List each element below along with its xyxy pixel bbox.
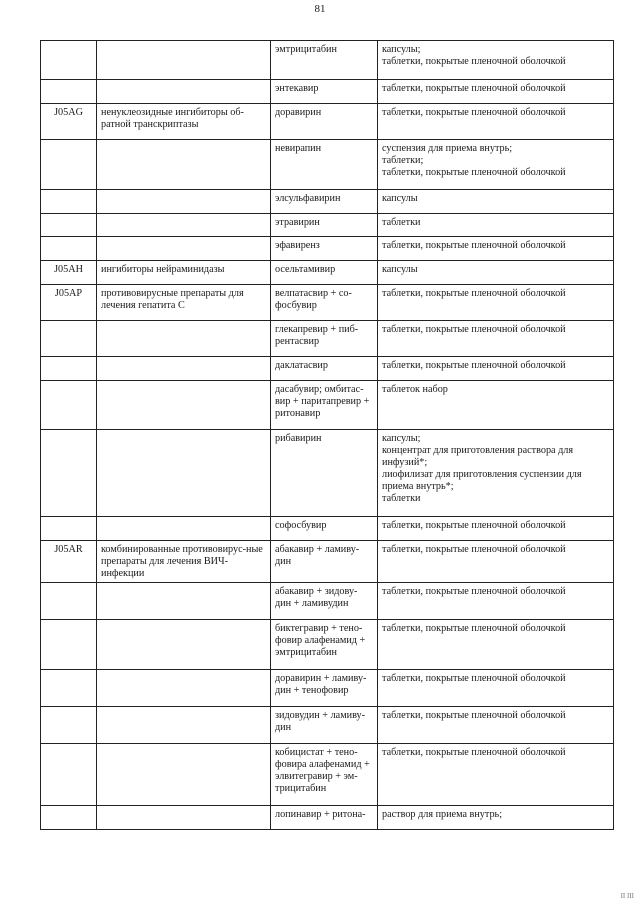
atc-code-cell [41,190,97,214]
dosage-form-cell: капсулы; таблетки, покрытые пленочной оболочкой [378,41,614,80]
drug-name-cell: элсульфавирин [271,190,378,214]
dosage-form-cell: суспензия для приема внутрь; таблетки; таблетки, покрытые пленочной оболочкой [378,140,614,190]
dosage-form-cell: таблетки, покрытые пленочной оболочкой [378,357,614,381]
footer-mark: II III [620,892,634,900]
pharm-group-cell: противовирусные препараты для лечения гепатита C [97,285,271,321]
atc-code-cell [41,670,97,707]
drug-name-cell: эмтрицитабин [271,41,378,80]
atc-code-cell [41,620,97,670]
table-row [41,104,614,140]
drug-list-table [40,40,614,830]
dosage-form-cell: таблетки, покрытые пленочной оболочкой [378,80,614,104]
atc-code-cell [41,41,97,80]
table-row [41,237,614,261]
atc-code-cell [41,744,97,806]
pharm-group-cell: ненуклеозидные ингибиторы об-ратной транскриптазы [97,104,271,140]
atc-code-cell [41,80,97,104]
dosage-form-cell: таблеток набор [378,381,614,430]
dosage-form-cell: капсулы [378,190,614,214]
table-row [41,190,614,214]
drug-name-cell: лопинавир + ритона- [271,806,378,830]
drug-name-cell: дасабувир; омбитас-вир + паритапревир + ритонавир [271,381,378,430]
pharm-group-cell [97,41,271,80]
drug-name-cell: абакавир + зидову-дин + ламивудин [271,583,378,620]
pharm-group-cell [97,381,271,430]
atc-code-cell [41,583,97,620]
drug-name-cell: доравирин [271,104,378,140]
atc-code-cell: J05AR [41,541,97,583]
drug-name-cell: энтекавир [271,80,378,104]
pharm-group-cell [97,806,271,830]
atc-code-cell [41,381,97,430]
table-row [41,140,614,190]
table-row [41,430,614,517]
pharm-group-cell [97,80,271,104]
pharm-group-cell [97,744,271,806]
drug-name-cell: эфавиренз [271,237,378,261]
atc-code-cell [41,140,97,190]
atc-code-cell [41,321,97,357]
table-row [41,670,614,707]
atc-code-cell [41,707,97,744]
pharm-group-cell [97,620,271,670]
table-row [41,806,614,830]
dosage-form-cell: таблетки, покрытые пленочной оболочкой [378,744,614,806]
dosage-form-cell: таблетки, покрытые пленочной оболочкой [378,285,614,321]
atc-code-cell: J05AH [41,261,97,285]
dosage-form-cell: таблетки, покрытые пленочной оболочкой [378,321,614,357]
drug-name-cell: рибавирин [271,430,378,517]
table-row [41,707,614,744]
drug-name-cell: биктегравир + тено-фовир алафенамид + эмтрицитабин [271,620,378,670]
pharm-group-cell [97,214,271,237]
table-row [41,261,614,285]
dosage-form-cell: таблетки [378,214,614,237]
dosage-form-cell: таблетки, покрытые пленочной оболочкой [378,517,614,541]
drug-name-cell: глекапревир + пиб-рентасвир [271,321,378,357]
atc-code-cell: J05AG [41,104,97,140]
drug-name-cell: доравирин + ламиву-дин + тенофовир [271,670,378,707]
dosage-form-cell: таблетки, покрытые пленочной оболочкой [378,620,614,670]
table-row [41,517,614,541]
dosage-form-cell: таблетки, покрытые пленочной оболочкой [378,583,614,620]
pharm-group-cell [97,321,271,357]
drug-name-cell: софосбувир [271,517,378,541]
pharm-group-cell [97,517,271,541]
drug-name-cell: этравирин [271,214,378,237]
dosage-form-cell: раствор для приема внутрь; [378,806,614,830]
table-row [41,357,614,381]
atc-code-cell [41,357,97,381]
dosage-form-cell: таблетки, покрытые пленочной оболочкой [378,541,614,583]
dosage-form-cell: таблетки, покрытые пленочной оболочкой [378,237,614,261]
atc-code-cell [41,214,97,237]
pharm-group-cell [97,357,271,381]
page-number: 81 [314,3,326,15]
table-row [41,80,614,104]
dosage-form-cell: капсулы; концентрат для приготовления раствора для инфузий*; лиофилизат для приготовления суспензии для приема внутрь*; таблетки [378,430,614,517]
drug-name-cell: кобицистат + тено-фовира алафенамид + элвитегравир + эм-трицитабин [271,744,378,806]
table-row [41,620,614,670]
pharm-group-cell [97,190,271,214]
drug-name-cell: зидовудин + ламиву-дин [271,707,378,744]
table-row [41,41,614,80]
table-row [41,541,614,583]
atc-code-cell [41,237,97,261]
drug-name-cell: велпатасвир + со-фосбувир [271,285,378,321]
dosage-form-cell: таблетки, покрытые пленочной оболочкой [378,104,614,140]
pharm-group-cell [97,237,271,261]
drug-name-cell: даклатасвир [271,357,378,381]
atc-code-cell [41,806,97,830]
dosage-form-cell: таблетки, покрытые пленочной оболочкой [378,670,614,707]
atc-code-cell [41,430,97,517]
pharm-group-cell: ингибиторы нейраминидазы [97,261,271,285]
drug-name-cell: невирапин [271,140,378,190]
pharm-group-cell [97,583,271,620]
dosage-form-cell: таблетки, покрытые пленочной оболочкой [378,707,614,744]
table-body [41,41,614,830]
pharm-group-cell [97,430,271,517]
pharm-group-cell [97,707,271,744]
table-row [41,321,614,357]
table-row [41,583,614,620]
atc-code-cell [41,517,97,541]
table-row [41,744,614,806]
pharm-group-cell: комбинированные противовирус-ные препараты для лечения ВИЧ-инфекции [97,541,271,583]
drug-name-cell: абакавир + ламиву-дин [271,541,378,583]
pharm-group-cell [97,140,271,190]
table-row [41,214,614,237]
drug-name-cell: осельтамивир [271,261,378,285]
dosage-form-cell: капсулы [378,261,614,285]
pharm-group-cell [97,670,271,707]
table-row [41,285,614,321]
atc-code-cell: J05AP [41,285,97,321]
table-row [41,381,614,430]
